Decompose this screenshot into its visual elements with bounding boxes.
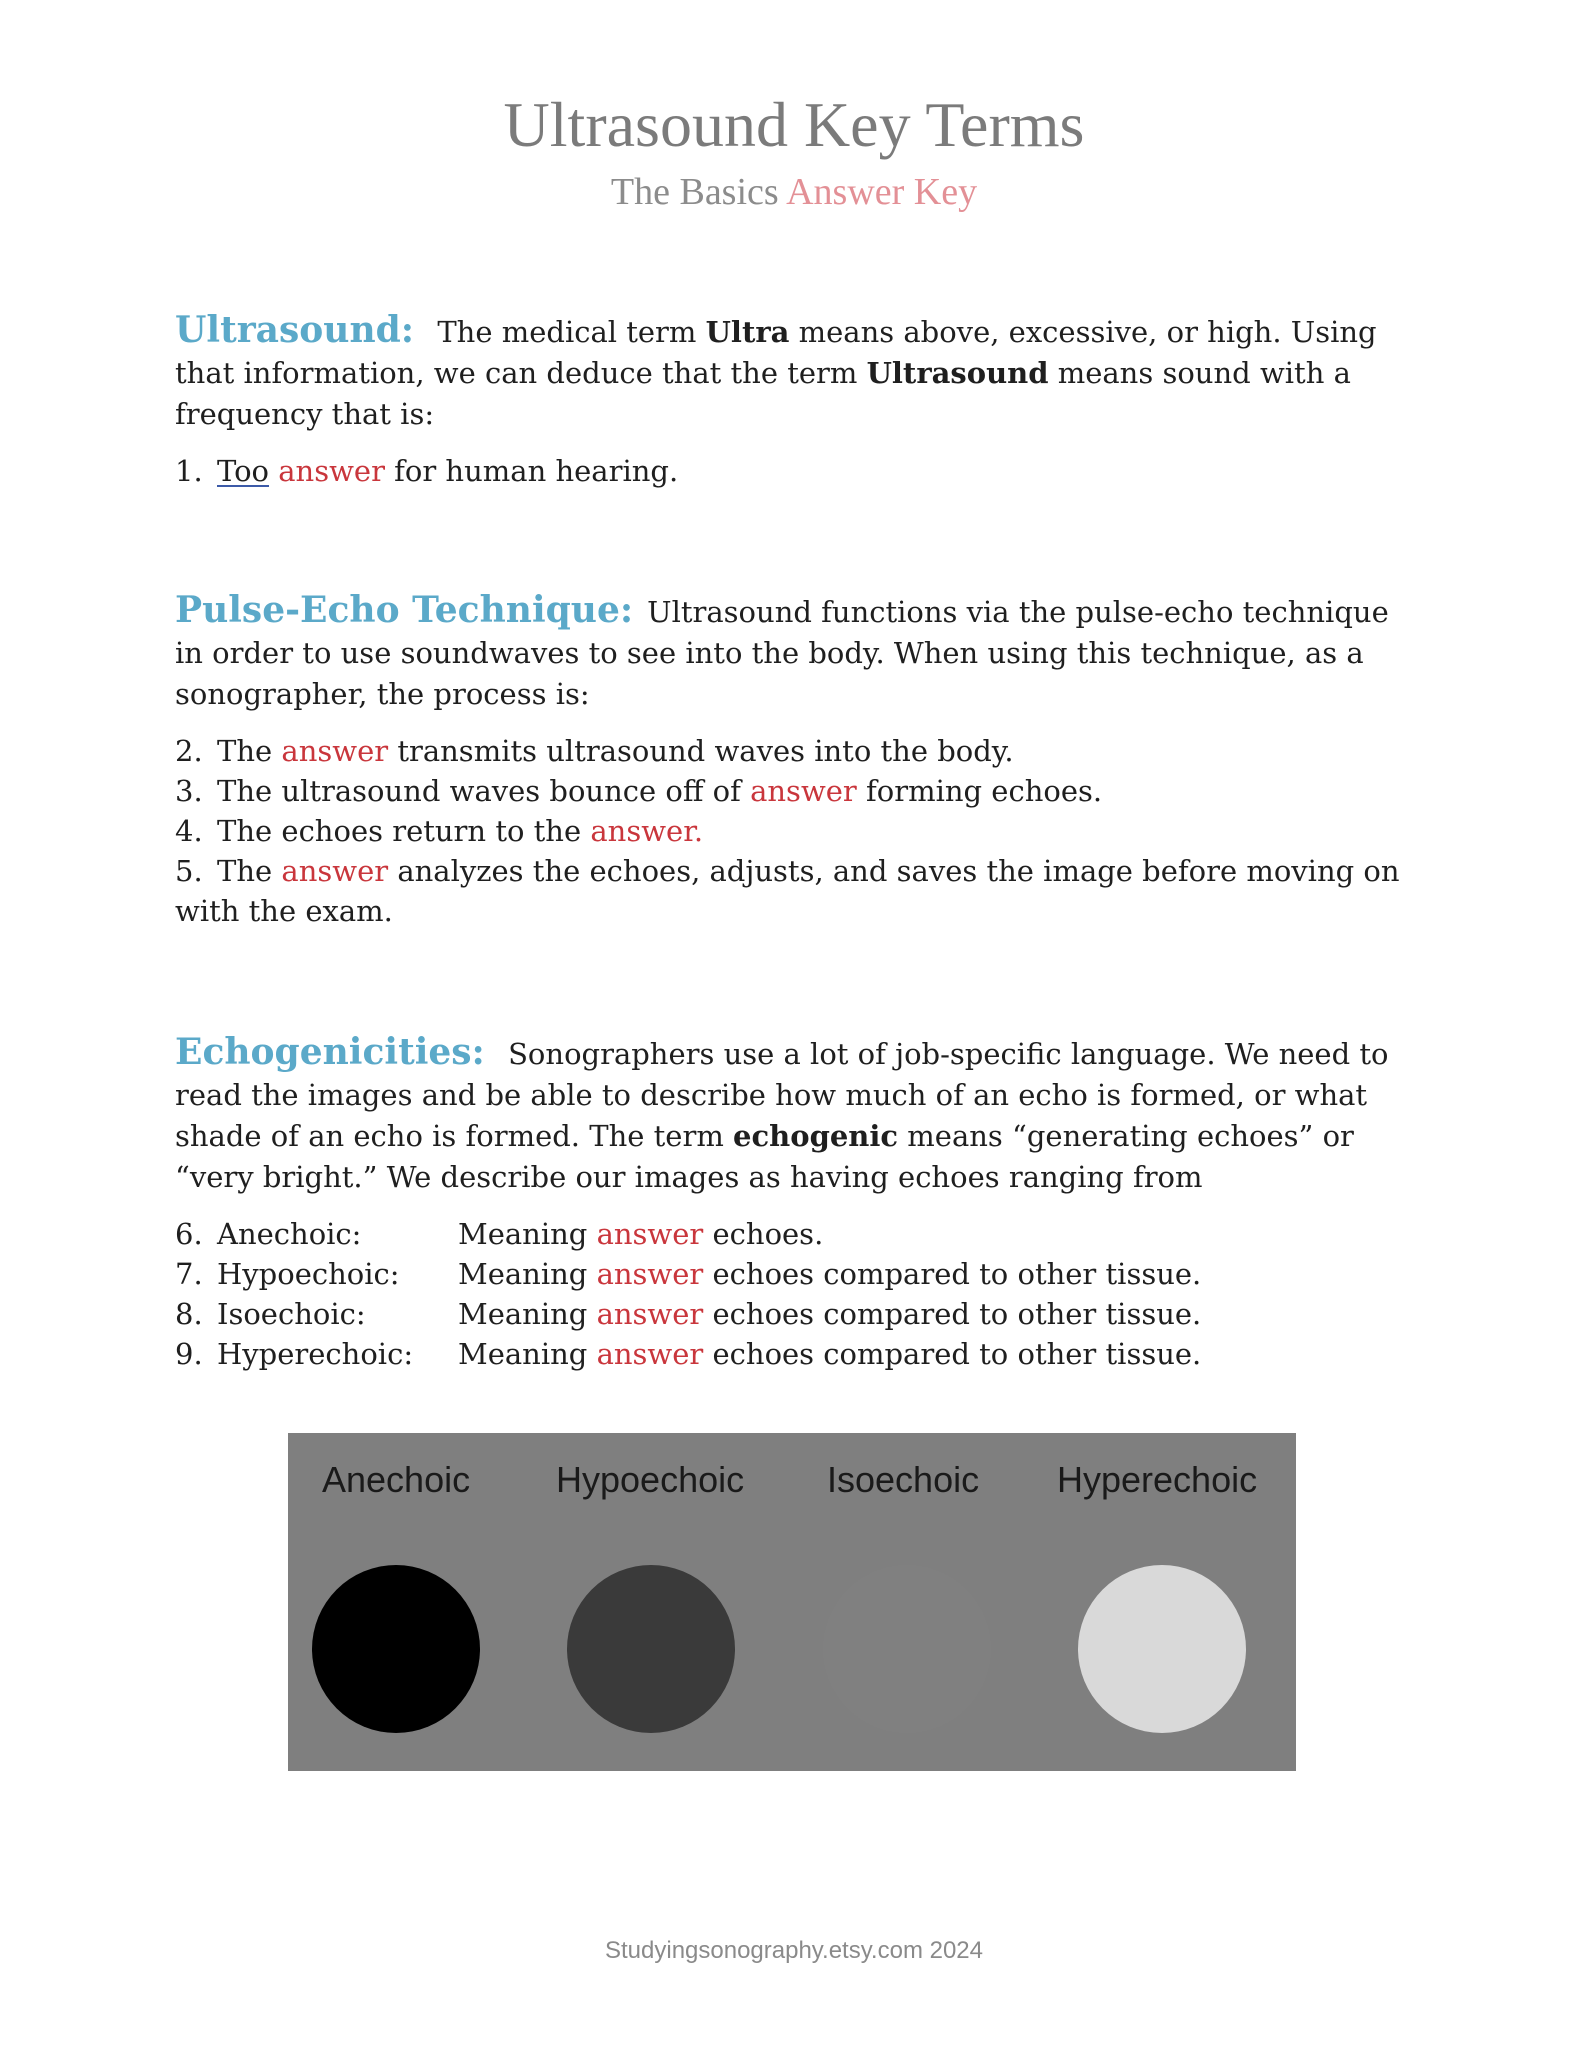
list-item xyxy=(175,1214,1420,1254)
hyperechoic-circle xyxy=(1078,1565,1246,1733)
item-term: Anechoic: xyxy=(217,1217,362,1251)
page-title: Ultrasound Key Terms xyxy=(503,89,1085,160)
item-text: echoes. xyxy=(703,1217,824,1251)
item-text: for human hearing. xyxy=(384,454,679,488)
item-text: Too xyxy=(217,454,270,488)
item-text: Meaning xyxy=(458,1337,597,1371)
list-item xyxy=(175,731,1420,771)
ultrasound-paragraph xyxy=(175,310,1420,435)
text-run: The medical term xyxy=(437,315,706,349)
item-text: Meaning xyxy=(458,1297,597,1331)
list-item xyxy=(175,451,1420,491)
item-text: The xyxy=(217,854,282,888)
item-number: 9. xyxy=(175,1337,203,1371)
text-run: means above, excessive, or high. Using that information, we can deduce that the term xyxy=(175,315,1377,390)
section-heading-echogenicities: Echogenicities: xyxy=(175,1031,485,1073)
footer-text: Studyingsonography.etsy.com 2024 xyxy=(604,1937,983,1964)
pulse-echo-paragraph xyxy=(175,590,1420,715)
pulse-echo-list xyxy=(175,731,1420,931)
item-text: transmits ultrasound waves into the body. xyxy=(388,734,1014,768)
item-text: echoes compared to other tissue. xyxy=(703,1297,1202,1331)
item-number: 6. xyxy=(175,1217,203,1251)
item-number: 4. xyxy=(175,814,203,848)
section-heading-ultrasound: Ultrasound: xyxy=(175,309,415,351)
item-number: 7. xyxy=(175,1257,203,1291)
echogenicity-graphic xyxy=(288,1433,1296,1771)
section-pulse-echo xyxy=(175,590,1420,931)
item-number: 8. xyxy=(175,1297,203,1331)
isoechoic-circle xyxy=(823,1565,991,1733)
bold-term-ultra: Ultra xyxy=(705,315,790,349)
graphic-label-hypoechoic: Hypoechoic xyxy=(556,1459,745,1500)
subtitle-answer-key: Answer Key xyxy=(786,171,978,213)
answer-placeholder: answer xyxy=(750,774,857,808)
bold-term-ultrasound: Ultrasound xyxy=(866,356,1049,390)
list-item xyxy=(175,811,1420,851)
subtitle-plain: The Basics xyxy=(610,171,779,213)
echogenicities-paragraph xyxy=(175,1032,1420,1198)
text-run: means sound with a frequency that is: xyxy=(175,356,1351,431)
item-text: forming echoes. xyxy=(856,774,1103,808)
graphic-label-hyperechoic: Hyperechoic xyxy=(1057,1459,1258,1500)
item-text: The echoes return to the xyxy=(217,814,591,848)
item-term: Hypoechoic: xyxy=(217,1257,400,1291)
item-text: The xyxy=(217,734,282,768)
item-text: echoes compared to other tissue. xyxy=(703,1257,1202,1291)
list-item xyxy=(175,1294,1420,1334)
answer-placeholder: answer xyxy=(281,854,389,888)
text-run: Ultrasound functions via the pulse-echo technique in order to use soundwaves to see into the body. When using this technique, as a sonographer, the process is: xyxy=(175,595,1389,711)
text-run: means “generating echoes” or “very bright.” We describe our images as having echoes ranging from xyxy=(175,1119,1354,1194)
item-term: Hyperechoic: xyxy=(217,1337,414,1371)
echogenicities-list xyxy=(175,1214,1420,1374)
text-run: Sonographers use a lot of job-specific language. We need to read the images and be able to describe how much of an echo is formed, or what shade of an echo is formed. The term xyxy=(175,1037,1389,1153)
answer-placeholder: answer. xyxy=(590,814,704,848)
item-text: echoes compared to other tissue. xyxy=(703,1337,1202,1371)
list-item xyxy=(175,1334,1420,1374)
section-echogenicities xyxy=(175,1032,1420,1374)
anechoic-circle xyxy=(312,1565,480,1733)
item-term: Isoechoic: xyxy=(217,1297,366,1331)
section-heading-pulse-echo: Pulse-Echo Technique: xyxy=(175,589,634,631)
list-item xyxy=(175,851,1420,931)
item-number: 5. xyxy=(175,854,203,888)
bold-term-echogenic: echogenic xyxy=(733,1119,899,1153)
item-number: 1. xyxy=(175,454,203,488)
answer-placeholder: answer xyxy=(596,1297,704,1331)
list-item xyxy=(175,771,1420,811)
list-item xyxy=(175,1254,1420,1294)
ultrasound-list xyxy=(175,451,1420,491)
answer-placeholder: answer xyxy=(596,1337,704,1371)
graphic-label-isoechoic: Isoechoic xyxy=(827,1459,980,1500)
item-text: analyzes the echoes, adjusts, and saves the image before moving on with the exam. xyxy=(175,854,1400,928)
item-number: 3. xyxy=(175,774,203,808)
item-number: 2. xyxy=(175,734,203,768)
item-text: Meaning xyxy=(458,1217,597,1251)
hypoechoic-circle xyxy=(567,1565,735,1733)
answer-placeholder: answer xyxy=(596,1217,704,1251)
item-text: The ultrasound waves bounce off of xyxy=(217,774,751,808)
graphic-label-anechoic: Anechoic xyxy=(322,1459,471,1500)
page-subtitle xyxy=(0,170,1588,214)
answer-placeholder: answer xyxy=(278,454,385,488)
item-text: Meaning xyxy=(458,1257,597,1291)
section-ultrasound xyxy=(175,310,1420,491)
answer-placeholder: answer xyxy=(596,1257,704,1291)
answer-placeholder: answer xyxy=(281,734,389,768)
